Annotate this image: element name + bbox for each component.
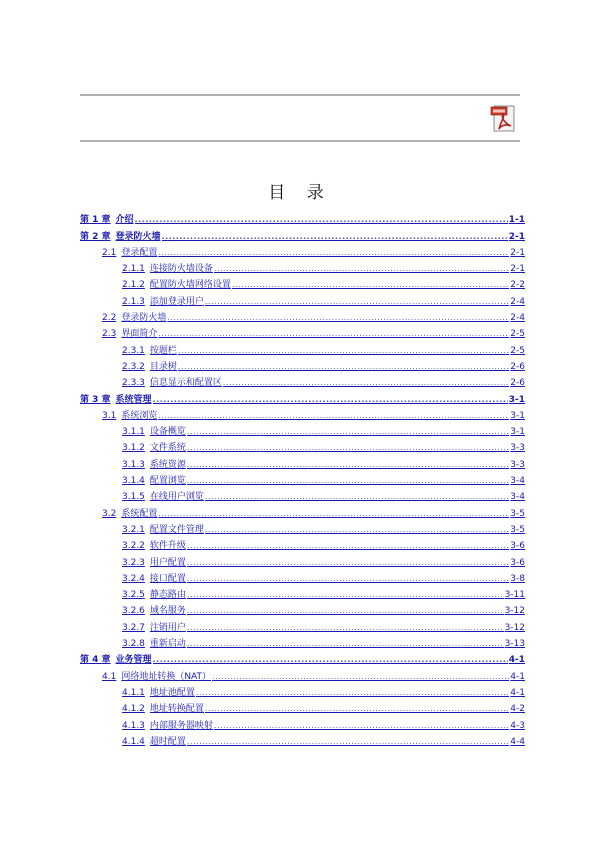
toc-dot-leader — [212, 670, 509, 684]
toc-entry-page: 4-4 — [510, 736, 525, 747]
toc-entry-number: 2.1.1 — [122, 264, 145, 275]
toc-entry-label — [122, 604, 187, 618]
toc-entry[interactable] — [80, 439, 525, 455]
toc-entry[interactable] — [80, 618, 525, 634]
toc-entry-label — [80, 653, 153, 667]
toc-entry-page: 3-11 — [504, 590, 525, 601]
toc-entry-text: 地址转换配置 — [149, 704, 204, 715]
toc-entry[interactable] — [80, 733, 525, 749]
toc-entry[interactable] — [80, 292, 525, 308]
toc-entry-label — [122, 278, 232, 292]
toc-entry-label — [122, 556, 187, 570]
toc-entry-number: 4.1.4 — [122, 736, 145, 747]
toc-entry-label — [122, 262, 214, 276]
toc-dot-leader — [187, 637, 504, 651]
toc-dot-leader — [178, 344, 509, 358]
toc-dot-leader — [187, 539, 509, 553]
toc-dot-leader — [135, 213, 508, 227]
toc-dot-leader — [162, 230, 508, 244]
toc-entry-page: 4-1 — [510, 671, 525, 682]
toc-dot-leader — [196, 686, 509, 700]
toc-entry-text: 按题栏 — [149, 345, 177, 356]
toc-entry-number: 2.3.3 — [122, 378, 145, 389]
toc-entry-text: 设备概览 — [149, 427, 186, 438]
toc-entry-label — [80, 393, 153, 407]
toc-entry[interactable] — [80, 211, 525, 227]
toc-entry-page: 3-4 — [510, 476, 525, 487]
toc-entry[interactable] — [80, 423, 525, 439]
toc-entry-text: 界面简介 — [121, 329, 158, 340]
toc-dot-leader — [158, 507, 509, 521]
toc-entry[interactable] — [80, 570, 525, 586]
toc-entry-text: 配置文件管理 — [149, 524, 204, 535]
toc-entry[interactable] — [80, 358, 525, 374]
toc-entry[interactable] — [80, 504, 525, 520]
toc-entry-number: 3.1.4 — [122, 476, 145, 487]
toc-entry-page: 3-3 — [510, 459, 525, 470]
toc-dot-leader — [187, 588, 504, 602]
toc-entry-label — [122, 637, 187, 651]
toc-entry-text: 网络地址转换（NAT） — [121, 671, 212, 682]
toc-dot-leader — [158, 409, 509, 423]
toc-entry[interactable] — [80, 488, 525, 504]
toc-entry-label — [102, 507, 158, 521]
toc-entry-page: 2-4 — [510, 296, 525, 307]
toc-entry-number: 4.1 — [102, 671, 117, 682]
toc-dot-leader — [153, 393, 508, 407]
toc-dot-leader — [205, 490, 509, 504]
toc-entry-number: 4.1.2 — [122, 704, 145, 715]
toc-entry[interactable] — [80, 309, 525, 325]
toc-entry-page: 2-1 — [510, 264, 525, 275]
pdf-file-icon[interactable] — [489, 103, 519, 133]
toc-entry-number: 3.2.5 — [122, 590, 145, 601]
toc-entry-number: 3.1.3 — [122, 459, 145, 470]
toc-entry-text: 配置防火墙网络设置 — [149, 280, 231, 291]
toc-entry-number: 3.2.1 — [122, 524, 145, 535]
toc-entry-text: 接口配置 — [149, 573, 186, 584]
toc-dot-leader — [167, 311, 509, 325]
toc-entry[interactable] — [80, 325, 525, 341]
toc-entry-page: 2-1 — [510, 247, 525, 258]
toc-entry-label — [122, 344, 178, 358]
toc-entry-label — [80, 230, 162, 244]
toc-entry-number: 3.2.3 — [122, 557, 145, 568]
toc-entry-number: 2.3.2 — [122, 361, 145, 372]
toc-entry[interactable] — [80, 651, 525, 667]
toc-entry-text: 内部服务器映射 — [149, 720, 213, 731]
table-of-contents — [80, 211, 525, 749]
toc-dot-leader — [205, 295, 509, 309]
toc-entry-page: 2-5 — [510, 345, 525, 356]
toc-dot-leader — [187, 441, 509, 455]
toc-entry[interactable] — [80, 244, 525, 260]
toc-dot-leader — [187, 474, 509, 488]
toc-dot-leader — [187, 604, 504, 618]
toc-entry[interactable] — [80, 635, 525, 651]
toc-entry-label — [122, 621, 187, 635]
toc-entry-text: 重新启动 — [149, 639, 186, 650]
toc-entry-number: 2.3.1 — [122, 345, 145, 356]
toc-entry[interactable] — [80, 407, 525, 423]
toc-entry-number: 3.2.8 — [122, 639, 145, 650]
toc-entry-text: 配置浏览 — [149, 476, 186, 487]
toc-entry-number: 4.1.1 — [122, 687, 145, 698]
toc-entry[interactable] — [80, 537, 525, 553]
toc-entry-number: 3.1.1 — [122, 427, 145, 438]
toc-entry-text: 静态路由 — [149, 590, 186, 601]
toc-entry-number: 3.1.5 — [122, 492, 145, 503]
toc-entry-number: 第 3 章 — [80, 394, 111, 405]
toc-entry-text: 地址池配置 — [149, 687, 195, 698]
toc-dot-leader — [205, 523, 509, 537]
toc-entry[interactable] — [80, 472, 525, 488]
toc-entry-label — [102, 327, 158, 341]
toc-entry-page: 3-13 — [504, 639, 525, 650]
toc-entry-page: 3-1 — [508, 394, 525, 405]
toc-entry-number: 3.1 — [102, 410, 117, 421]
toc-entry-label — [122, 588, 187, 602]
toc-entry-text: 添加登录用户 — [149, 296, 204, 307]
toc-entry-text: 登录防火墙 — [121, 313, 167, 324]
toc-entry-number: 第 1 章 — [80, 215, 111, 226]
page-title: 目 录 — [268, 183, 332, 203]
toc-entry-text: 目录树 — [149, 361, 177, 372]
toc-entry-page: 3-12 — [504, 622, 525, 633]
toc-entry-label — [122, 425, 187, 439]
toc-entry[interactable] — [80, 455, 525, 471]
toc-dot-leader — [223, 376, 509, 390]
toc-entry-page: 2-5 — [510, 329, 525, 340]
toc-entry-page: 3-3 — [510, 443, 525, 454]
toc-dot-leader — [187, 572, 509, 586]
toc-entry-number: 第 2 章 — [80, 231, 111, 242]
toc-entry-text: 连接防火墙设备 — [149, 264, 213, 275]
toc-entry[interactable] — [80, 227, 525, 243]
toc-entry-page: 2-6 — [510, 378, 525, 389]
toc-entry-text: 用户配置 — [149, 557, 186, 568]
toc-dot-leader — [187, 458, 509, 472]
toc-entry[interactable] — [80, 521, 525, 537]
toc-dot-leader — [214, 719, 509, 733]
toc-entry-page: 3-5 — [510, 508, 525, 519]
toc-entry-label — [122, 376, 223, 390]
toc-entry-page: 3-4 — [510, 492, 525, 503]
toc-dot-leader — [187, 556, 509, 570]
toc-entry[interactable] — [80, 390, 525, 406]
toc-entry-label — [122, 490, 205, 504]
toc-entry-page: 4-1 — [508, 655, 525, 666]
toc-entry-label — [122, 686, 196, 700]
toc-entry-label — [122, 474, 187, 488]
toc-dot-leader — [187, 735, 509, 749]
toc-entry-text: 系统配置 — [121, 508, 158, 519]
toc-entry-text: 业务管理 — [115, 655, 152, 666]
toc-entry-number: 3.2.2 — [122, 541, 145, 552]
toc-entry-text: 在线用户浏览 — [149, 492, 204, 503]
toc-entry-page: 3-6 — [510, 541, 525, 552]
toc-entry-number: 第 4 章 — [80, 655, 111, 666]
header-bottom-rule — [80, 140, 520, 142]
toc-entry-page: 3-1 — [510, 427, 525, 438]
toc-entry-text: 登录配置 — [121, 247, 158, 258]
toc-entry-label — [102, 670, 212, 684]
toc-dot-leader — [187, 425, 509, 439]
toc-entry-page: 2-2 — [510, 280, 525, 291]
toc-entry-label — [122, 458, 187, 472]
toc-entry[interactable] — [80, 553, 525, 569]
toc-entry-page: 3-1 — [510, 410, 525, 421]
toc-entry-text: 系统资源 — [149, 459, 186, 470]
toc-entry[interactable] — [80, 341, 525, 357]
toc-entry[interactable] — [80, 374, 525, 390]
toc-entry-label — [102, 409, 158, 423]
toc-entry-label — [102, 246, 158, 260]
toc-entry-text: 系统浏览 — [121, 410, 158, 421]
toc-entry-label — [122, 719, 214, 733]
toc-entry-page: 3-5 — [510, 524, 525, 535]
toc-dot-leader — [205, 702, 509, 716]
toc-entry[interactable] — [80, 602, 525, 618]
toc-entry-number: 3.2.7 — [122, 622, 145, 633]
toc-entry-text: 介绍 — [115, 215, 134, 226]
toc-entry-number: 3.1.2 — [122, 443, 145, 454]
toc-entry-label — [102, 311, 167, 325]
toc-entry-page: 2-6 — [510, 361, 525, 372]
toc-entry-page: 3-6 — [510, 557, 525, 568]
toc-entry-number: 2.1.2 — [122, 280, 145, 291]
toc-entry-text: 超时配置 — [149, 736, 186, 747]
toc-entry-text: 系统管理 — [115, 394, 152, 405]
toc-entry-text: 信息显示和配置区 — [149, 378, 222, 389]
toc-entry-text: 文件系统 — [149, 443, 186, 454]
toc-entry-label — [122, 572, 187, 586]
toc-entry-page: 3-8 — [510, 573, 525, 584]
toc-entry-label — [122, 523, 205, 537]
toc-entry-number: 2.3 — [102, 329, 117, 340]
toc-entry-label — [122, 295, 205, 309]
toc-entry-number: 2.2 — [102, 313, 117, 324]
toc-entry-label — [122, 441, 187, 455]
toc-entry[interactable] — [80, 684, 525, 700]
toc-entry-page: 4-3 — [510, 720, 525, 731]
toc-entry-label — [122, 702, 205, 716]
toc-entry-text: 软件升级 — [149, 541, 186, 552]
toc-dot-leader — [214, 262, 509, 276]
toc-dot-leader — [153, 653, 508, 667]
toc-entry-label — [122, 360, 178, 374]
toc-entry[interactable] — [80, 260, 525, 276]
toc-entry-page: 4-2 — [510, 704, 525, 715]
toc-entry-page: 1-1 — [508, 215, 525, 226]
toc-entry-label — [80, 213, 135, 227]
toc-entry-page: 2-4 — [510, 313, 525, 324]
toc-entry-label — [122, 539, 187, 553]
toc-entry[interactable] — [80, 586, 525, 602]
toc-entry[interactable] — [80, 667, 525, 683]
toc-entry-page: 2-1 — [508, 231, 525, 242]
toc-entry-page: 3-12 — [504, 606, 525, 617]
toc-entry[interactable] — [80, 700, 525, 716]
toc-entry-number: 2.1.3 — [122, 296, 145, 307]
toc-entry-number: 2.1 — [102, 247, 117, 258]
toc-entry-page: 4-1 — [510, 687, 525, 698]
toc-dot-leader — [232, 278, 509, 292]
toc-dot-leader — [187, 621, 504, 635]
toc-entry-number: 3.2.6 — [122, 606, 145, 617]
toc-entry[interactable] — [80, 276, 525, 292]
toc-dot-leader — [158, 246, 509, 260]
toc-entry-text: 登录防火墙 — [115, 231, 161, 242]
toc-dot-leader — [158, 327, 509, 341]
toc-dot-leader — [178, 360, 509, 374]
toc-entry-number: 4.1.3 — [122, 720, 145, 731]
toc-entry-number: 3.2 — [102, 508, 117, 519]
toc-entry-text: 注销用户 — [149, 622, 186, 633]
toc-entry-label — [122, 735, 187, 749]
toc-entry-number: 3.2.4 — [122, 573, 145, 584]
toc-entry[interactable] — [80, 716, 525, 732]
toc-entry-text: 域名服务 — [149, 606, 186, 617]
header-top-rule — [80, 94, 520, 96]
